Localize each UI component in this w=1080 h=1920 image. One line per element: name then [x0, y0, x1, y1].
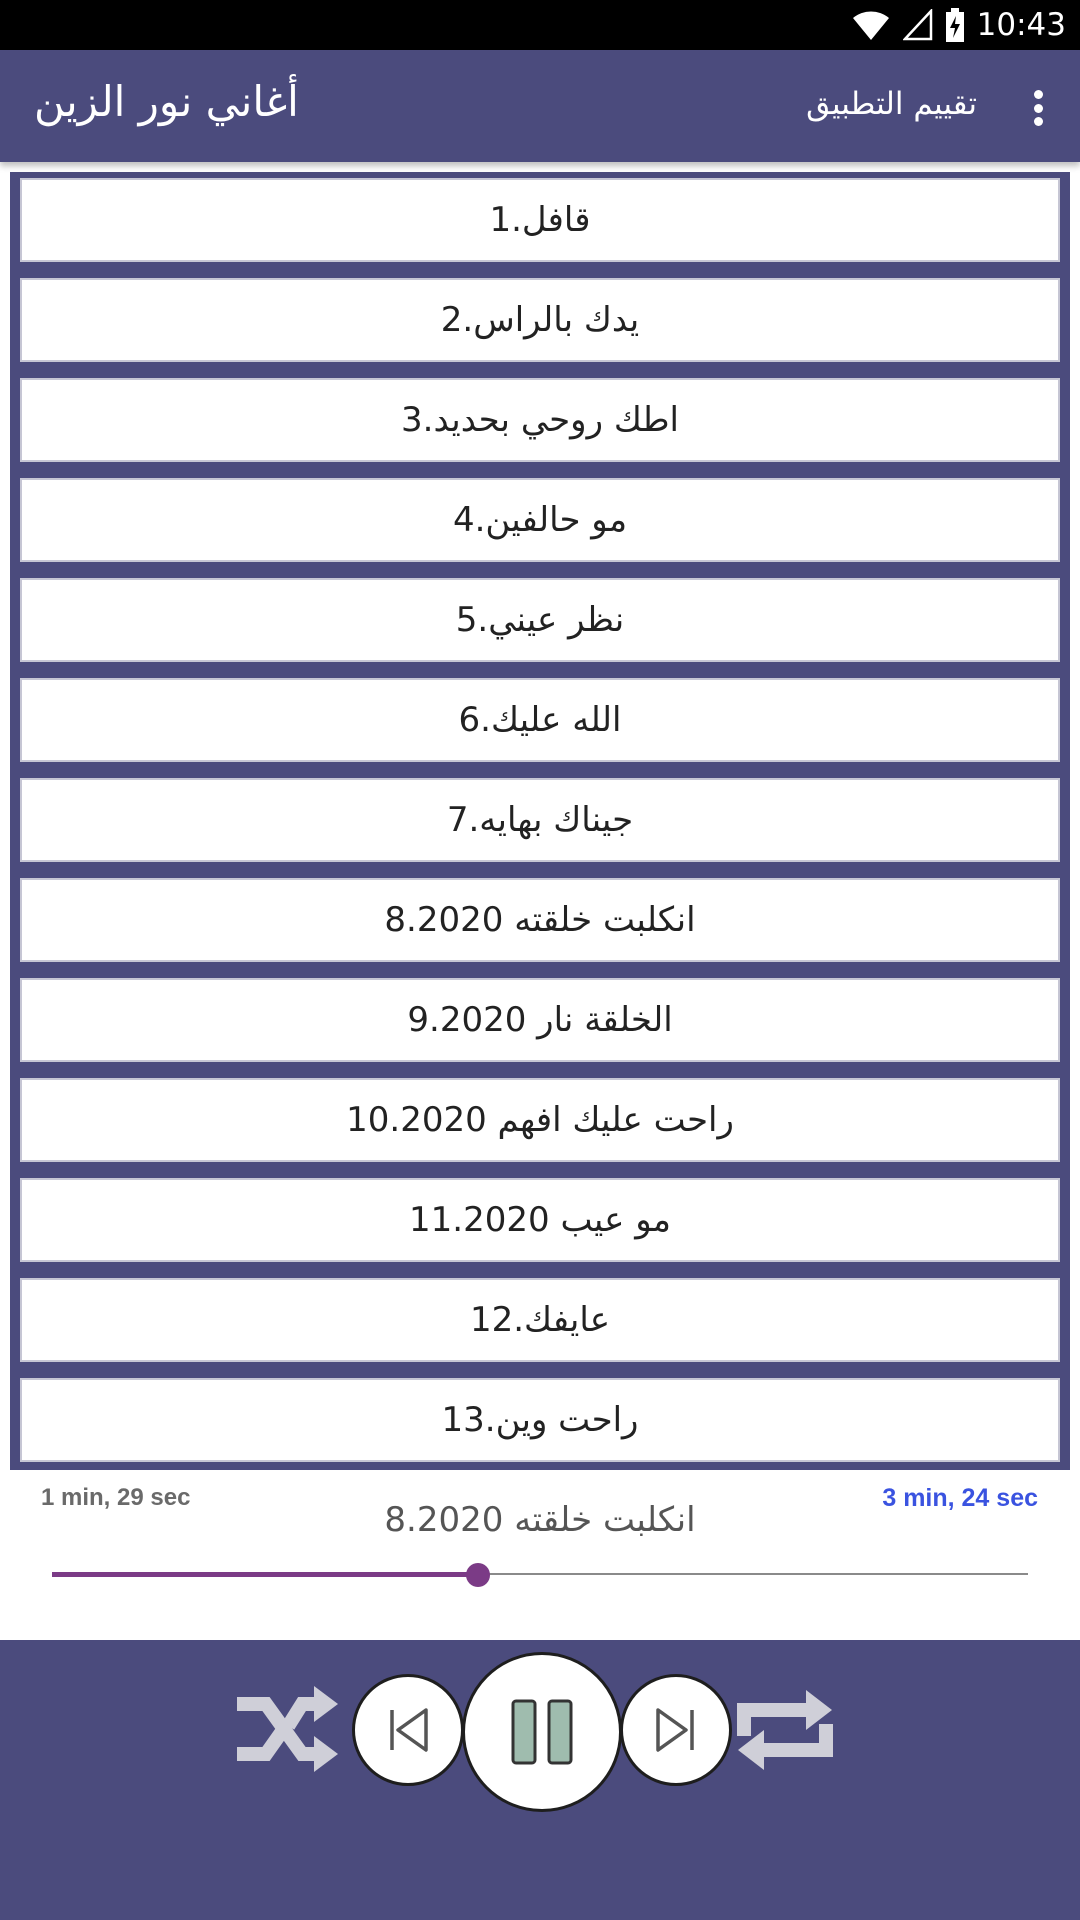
pause-button[interactable]	[462, 1652, 622, 1812]
signal-icon	[903, 9, 933, 41]
status-bar	[0, 0, 1080, 50]
song-item[interactable]: 3.اطك روحي بحديد	[20, 378, 1060, 462]
wifi-icon	[851, 8, 891, 42]
status-time: 10:43	[976, 7, 1066, 43]
now-playing-title: 8.انكلبت خلقته 2020	[384, 1500, 696, 1540]
more-vert-icon[interactable]	[1018, 84, 1058, 132]
song-item[interactable]: 10.راحت عليك افهم 2020	[20, 1078, 1060, 1162]
song-item[interactable]: 5.نظر عيني	[20, 578, 1060, 662]
song-item[interactable]: 4.مو حالفين	[20, 478, 1060, 562]
previous-button[interactable]	[352, 1674, 464, 1786]
song-item[interactable]: 12.عايفك	[20, 1278, 1060, 1362]
seek-bar[interactable]	[52, 1562, 1028, 1588]
song-item[interactable]: 2.يدك بالراس	[20, 278, 1060, 362]
song-item[interactable]: 6.الله عليك	[20, 678, 1060, 762]
shuffle-icon	[236, 1682, 342, 1778]
song-item[interactable]: 1.قافل	[20, 178, 1060, 262]
total-duration: 3 min, 24 sec	[882, 1484, 1038, 1512]
pause-icon	[507, 1697, 577, 1767]
menu-dot	[1034, 104, 1043, 113]
menu-dot	[1034, 117, 1043, 126]
menu-dot	[1034, 90, 1043, 99]
song-item[interactable]: 7.جيناك بهايه	[20, 778, 1060, 862]
next-button[interactable]	[620, 1674, 732, 1786]
skip-next-icon	[650, 1704, 702, 1756]
app-bar	[0, 50, 1080, 162]
player-controls	[0, 1640, 1080, 1920]
elapsed-time: 1 min, 29 sec	[41, 1484, 191, 1511]
song-item[interactable]: 8.انكلبت خلقته 2020	[20, 878, 1060, 962]
song-item[interactable]: 9.الخلقة نار 2020	[20, 978, 1060, 1062]
seek-progress	[52, 1572, 478, 1577]
shuffle-button[interactable]	[236, 1682, 342, 1778]
battery-charging-icon	[945, 8, 965, 42]
song-item[interactable]: 13.راحت وين	[20, 1378, 1060, 1462]
seek-thumb[interactable]	[466, 1563, 490, 1587]
song-list[interactable]	[10, 172, 1070, 1470]
rate-app-button[interactable]: تقييم التطبيق	[806, 86, 977, 122]
repeat-button[interactable]	[730, 1680, 840, 1780]
skip-previous-icon	[382, 1704, 434, 1756]
app-title: أغاني نور الزين	[34, 77, 299, 126]
repeat-icon	[730, 1680, 840, 1780]
song-item[interactable]: 11.مو عيب 2020	[20, 1178, 1060, 1262]
